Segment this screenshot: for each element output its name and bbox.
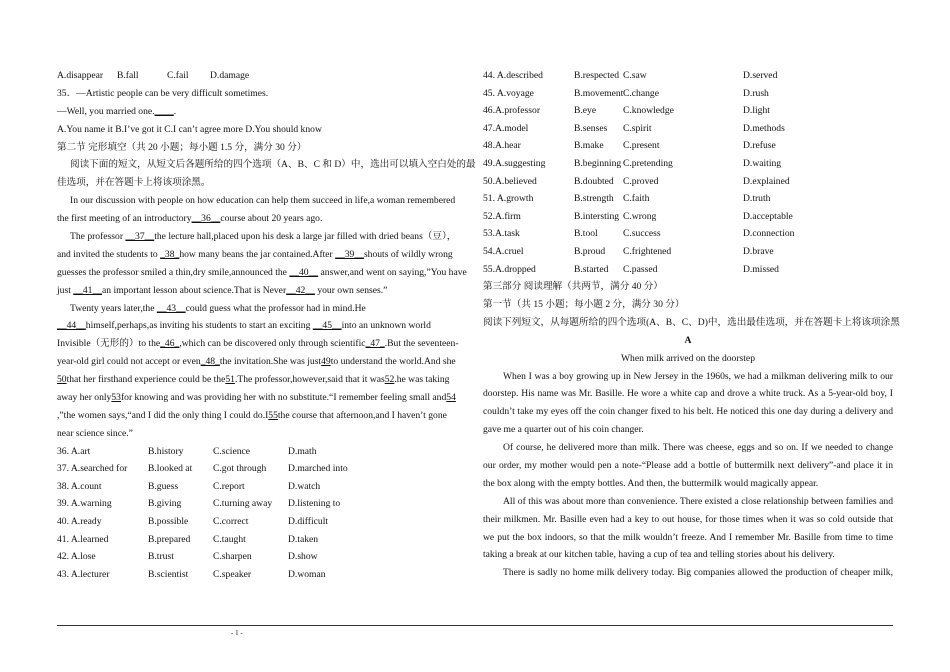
section-2-heading: 第二节 完形填空（共 20 小题；每小题 1.5 分，满分 30 分） bbox=[57, 141, 307, 153]
option-d: D.taken bbox=[288, 533, 319, 545]
passage-line: 50that her firsthand experience could be the51.The professor,however,said that it was52.he was taking bbox=[57, 374, 450, 386]
option-d: D.methods bbox=[743, 122, 785, 134]
option-b: B.possible bbox=[148, 516, 189, 528]
option-label-a: 43. A.lecturer bbox=[57, 568, 110, 580]
passage-line: just __41__an important lesson about science.That is Never__42__ your own senses.” bbox=[57, 284, 388, 296]
passage-line: we put the box indoors, so that the milk wouldn’t freeze. And I remember Mr. Basille from time to time bbox=[483, 531, 893, 543]
question-35-options: A.You name it B.I’ve got it C.I can’t agree more D.You should know bbox=[57, 123, 322, 135]
option-a: A.disappear bbox=[57, 70, 104, 81]
option-c: C.frightened bbox=[623, 245, 672, 257]
option-label-a: 41. A.learned bbox=[57, 533, 109, 545]
option-d: D.show bbox=[288, 551, 318, 563]
passage-line: and invited the students to _38_how many beans the jar contained.After __39__shouts of wildly wrong bbox=[57, 248, 453, 260]
option-c: C.success bbox=[623, 228, 661, 240]
option-label-a: 48.A.hear bbox=[483, 140, 521, 152]
option-d: D.math bbox=[288, 445, 317, 457]
option-b: B.history bbox=[148, 445, 184, 457]
option-b: B.giving bbox=[148, 498, 182, 510]
instruction-line-2: 佳选项，并在答题卡上将该项涂黑。 bbox=[57, 177, 211, 189]
instruction-line-1: 阅读下面的短文，从短文后各题所给的四个选项（A、B、C 和 D）中，选出可以填入空白处的最 bbox=[70, 159, 476, 171]
option-c: C.sharpen bbox=[213, 551, 252, 563]
blank-49: 49 bbox=[321, 356, 331, 368]
blank-50: 50 bbox=[57, 374, 67, 386]
option-row bbox=[57, 566, 467, 584]
blank-52: 52 bbox=[384, 374, 395, 386]
option-label-a: 54.A.cruel bbox=[483, 245, 524, 257]
option-c: C.change bbox=[623, 87, 659, 99]
option-b: B.started bbox=[574, 263, 609, 275]
page-number: - 1 - bbox=[231, 629, 243, 637]
option-b: B.senses bbox=[574, 122, 608, 134]
blank-54: 54 bbox=[446, 392, 456, 404]
blank-51: 51 bbox=[225, 374, 235, 386]
option-row bbox=[483, 137, 893, 155]
passage-line: When I was a boy growing up in New Jersey in the 1960s, we had a milkman delivering milk to our bbox=[503, 370, 893, 382]
option-c: C.report bbox=[213, 480, 245, 492]
option-b: B.intersting bbox=[574, 210, 620, 222]
blank-40: __40__ bbox=[289, 266, 319, 278]
blank-46: _46_ bbox=[160, 338, 180, 350]
option-row bbox=[57, 443, 467, 461]
option-d: D.explained bbox=[743, 175, 790, 187]
option-b: B.respected bbox=[574, 70, 620, 81]
option-b: B.prepared bbox=[148, 533, 191, 545]
blank-37: __37__ bbox=[125, 231, 155, 243]
option-b: B.movement bbox=[574, 87, 624, 99]
passage-line: doorstep. His name was Mr. Basille. He wore a white cap and drove a white truck. As a 5-year-old boy, I bbox=[483, 388, 893, 400]
blank-55: 55 bbox=[268, 409, 278, 421]
passage-line: the first meeting of an introductory__36__course about 20 years ago. bbox=[57, 213, 323, 225]
option-row bbox=[483, 208, 893, 226]
part-3-heading: 第三部分 阅读理解（共两节，满分 40 分） bbox=[483, 281, 663, 293]
passage-line: away her only53for knowing and was providing her with no substitute.“I remember feeling small and54 bbox=[57, 392, 456, 404]
option-label-a: 52.A.firm bbox=[483, 210, 521, 222]
reading-instruction: 阅读下列短文，从每题所给的四个选项(A、B、C、D)中，选出最佳选项，并在答题卡上将该项涂黑 bbox=[483, 316, 900, 328]
option-label-a: 49.A.suggesting bbox=[483, 157, 546, 169]
option-d: D.difficult bbox=[288, 516, 329, 528]
passage-line: near science since.” bbox=[57, 427, 133, 439]
passage-body bbox=[483, 368, 893, 583]
option-label-a: 42. A.lose bbox=[57, 551, 96, 563]
option-row bbox=[57, 548, 467, 566]
option-row bbox=[483, 102, 893, 120]
option-c: C.speaker bbox=[213, 568, 252, 580]
option-b: B.tool bbox=[574, 228, 598, 240]
option-b: B.fall bbox=[117, 70, 139, 81]
passage-line: gave me a quarter out of his coin changer. bbox=[483, 424, 644, 436]
option-d: D.light bbox=[743, 105, 770, 117]
option-row bbox=[483, 173, 893, 191]
blank-53: 53 bbox=[111, 392, 121, 404]
option-d: D.listening to bbox=[288, 498, 341, 510]
passage-line: taking a break at our kitchen table, having a cup of tea and telling stories about his delivery. bbox=[483, 549, 835, 561]
passage-line: Invisible（无形的）to the_46_,which can be discovered only through scientific_47_.But the seventeen- bbox=[57, 338, 459, 350]
option-b: B.beginning bbox=[574, 157, 622, 169]
option-label-a: 39. A.warning bbox=[57, 498, 112, 510]
blank-48: _48_ bbox=[200, 356, 220, 368]
footer-rule bbox=[57, 625, 893, 626]
option-c: C.taught bbox=[213, 533, 246, 545]
question-35-dialogue: —Well, you married one.____. bbox=[57, 105, 177, 117]
passage-line: In our discussion with people on how education can help them succeed in life,a woman remembered bbox=[70, 195, 456, 207]
option-label-a: 40. A.ready bbox=[57, 516, 102, 528]
option-c: C.fail bbox=[167, 70, 189, 81]
option-c: C.saw bbox=[623, 70, 647, 81]
answer-options-list bbox=[57, 443, 467, 584]
option-d: D.damage bbox=[210, 70, 250, 81]
option-d: D.acceptable bbox=[743, 210, 793, 222]
option-label-a: 45. A.voyage bbox=[483, 87, 534, 99]
option-d: D.watch bbox=[288, 480, 321, 492]
blank-43: __43__ bbox=[156, 302, 186, 314]
blank-36: __36__ bbox=[191, 213, 221, 225]
passage-line: The professor __37__the lecture hall,placed upon his desk a large jar filled with dried beans（豆）， bbox=[70, 231, 457, 243]
option-row bbox=[57, 495, 467, 513]
option-c: C.wrong bbox=[623, 210, 657, 222]
option-row bbox=[57, 460, 467, 478]
option-row bbox=[57, 478, 467, 496]
option-row bbox=[483, 120, 893, 138]
option-c: C.present bbox=[623, 140, 660, 152]
blank-47: _47_ bbox=[365, 338, 385, 350]
option-label-a: 50.A.believed bbox=[483, 175, 537, 187]
option-b: B.scientist bbox=[148, 568, 189, 580]
option-d: D.rush bbox=[743, 87, 769, 99]
option-c: C.knowledge bbox=[623, 105, 674, 117]
passage-line: Twenty years later,the __43__could guess what the professor had in mind.He bbox=[70, 302, 366, 314]
option-label-a: 46.A.professor bbox=[483, 105, 541, 117]
passage-line: the box along with the empty bottles. And then, the buttermilk would magically appear. bbox=[483, 477, 819, 489]
answer-options-list bbox=[483, 67, 893, 278]
option-c: C.correct bbox=[213, 516, 249, 528]
option-label-a: 44. A.described bbox=[483, 70, 543, 81]
option-d: D.refuse bbox=[743, 140, 776, 152]
passage-line: Of course, he delivered more than milk. There was cheese, eggs and so on. If we needed to change bbox=[503, 442, 893, 454]
passage-title: When milk arrived on the doorstep bbox=[620, 352, 755, 364]
option-row bbox=[483, 261, 893, 279]
option-row bbox=[483, 190, 893, 208]
section-1-heading: 第一节（共 15 小题；每小题 2 分，满分 30 分） bbox=[483, 299, 685, 311]
option-row bbox=[483, 67, 893, 85]
blank-42: __42__ bbox=[286, 284, 315, 296]
option-row bbox=[483, 155, 893, 173]
option-c: C.faith bbox=[623, 193, 650, 205]
option-label-a: 38. A.count bbox=[57, 480, 102, 492]
option-b: B.eye bbox=[574, 105, 597, 117]
option-d: D.woman bbox=[288, 568, 326, 580]
option-b: B.guess bbox=[148, 480, 179, 492]
option-c: C.turning away bbox=[213, 498, 273, 510]
option-label-a: 55.A.dropped bbox=[483, 263, 536, 275]
passage-line: There is sadly no home milk delivery today. Big companies allowed the production of cheaper milk, bbox=[503, 567, 893, 579]
option-c: C.passed bbox=[623, 263, 658, 275]
option-b: B.proud bbox=[574, 245, 606, 257]
option-d: D.connection bbox=[743, 228, 795, 240]
passage-line: __44__himself,perhaps,as inviting his students to start an exciting __45__into an unknown world bbox=[57, 320, 431, 332]
option-row bbox=[57, 531, 467, 549]
option-label-a: 51. A.growth bbox=[483, 193, 534, 205]
option-row bbox=[57, 513, 467, 531]
option-c: C.got through bbox=[213, 463, 267, 475]
left-column bbox=[57, 67, 476, 583]
option-c: C.proved bbox=[623, 175, 659, 187]
option-label-a: 37. A.searched for bbox=[57, 463, 128, 475]
option-c: C.pretending bbox=[623, 157, 673, 169]
option-b: B.looked at bbox=[148, 463, 193, 475]
passage-line: their milkmen. Mr. Basille even had a key to out house, for those times when it was so cold outside that bbox=[483, 513, 893, 525]
option-label-a: 53.A.task bbox=[483, 228, 520, 240]
options-34 bbox=[57, 67, 467, 85]
option-d: D.marched into bbox=[288, 463, 348, 475]
option-row bbox=[483, 85, 893, 103]
passage-line: ,”the women says,“and I did the only thing I could do.I55the course that afternoon,and I haven’t gone bbox=[57, 409, 447, 421]
option-b: B.doubted bbox=[574, 175, 614, 187]
passage-line: year-old girl could not accept or even_48_the invitation.She was just49to understand the world.And she bbox=[57, 356, 456, 368]
option-d: D.waiting bbox=[743, 157, 782, 169]
blank-44: __44__ bbox=[57, 320, 86, 332]
option-b: B.make bbox=[574, 140, 604, 152]
option-d: D.brave bbox=[743, 245, 774, 257]
right-column bbox=[483, 67, 900, 582]
passage-line: our order, my mother would pen a note-“Please add a bottle of buttermilk next delivery”-and place it in bbox=[483, 460, 893, 472]
option-b: B.trust bbox=[148, 551, 174, 563]
passage-line: guesses the professor smiled a thin,dry smile,announced the __40__ answer,and went on saying,”You have bbox=[57, 266, 467, 278]
option-d: D.missed bbox=[743, 263, 779, 275]
option-row bbox=[483, 225, 893, 243]
option-c: C.science bbox=[213, 445, 251, 457]
blank-39: __39__ bbox=[335, 248, 364, 260]
option-row bbox=[483, 243, 893, 261]
option-d: D.truth bbox=[743, 193, 771, 205]
passage-line: couldn’t take my eyes off the coin changer fixed to his belt. He noticed this one day during a delivery and bbox=[483, 406, 893, 418]
blank-45: __45__ bbox=[312, 320, 342, 332]
option-c: C.spirit bbox=[623, 122, 652, 134]
option-label-a: 36. A.art bbox=[57, 445, 91, 457]
question-35: 35．—Artistic people can be very difficult sometimes. bbox=[57, 87, 269, 99]
blank-38: _38_ bbox=[160, 248, 180, 260]
option-d: D.served bbox=[743, 70, 778, 81]
option-b: B.strength bbox=[574, 193, 614, 205]
option-label-a: 47.A.model bbox=[483, 122, 529, 134]
blank-41: __41__ bbox=[73, 284, 103, 296]
passage-line: All of this was about more than convenience. There existed a close relationship between families and bbox=[503, 495, 893, 507]
passage-letter: A bbox=[684, 334, 692, 346]
